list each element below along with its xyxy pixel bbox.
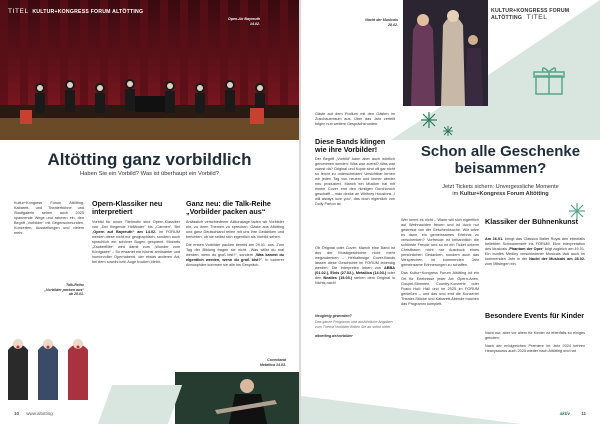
classics-heading: Klassiker der Bühnenkunst xyxy=(485,217,579,226)
header-text: KULTUR+KONGRESS FORUM ALTÖTTING xyxy=(491,8,570,21)
opera-text xyxy=(92,220,180,265)
header-label: TITEL xyxy=(8,8,29,15)
text-bold: Opern auf Bayreuth“ am 14.02. xyxy=(93,230,157,235)
title-line: beisammen? xyxy=(454,160,547,177)
right-article-subtitle xyxy=(401,184,600,198)
text-bold: Phantom der Oper xyxy=(509,247,543,252)
middle-text-c xyxy=(315,246,395,286)
right-article-title xyxy=(401,143,600,177)
musical-image xyxy=(403,0,488,106)
text-run: stehen dem Original in Nichts nach! xyxy=(315,276,395,286)
text-run: Das Kultur+Kongress Forum Altötting ist ein Ort für Erlebnisse jeder Art: Opern-Arien, Gospel-Stimmen, Country-Konzerte oder Postn Hull: Hall und im 2025 im FORUM genießen – und das und erst die Konzerte! Theater-Stücke und Kabarett-Abende machen das Programm komplett. xyxy=(401,271,479,306)
header-text: KULTUR+KONGRESS FORUM ALTÖTTING xyxy=(32,9,144,15)
left-page xyxy=(0,0,299,424)
text-run: oder den xyxy=(315,271,395,281)
curious-heading: Neugierig geworden? xyxy=(315,314,352,318)
caption-line: Open-Air Bayreuth xyxy=(228,17,260,21)
left-bottom-band xyxy=(98,385,182,424)
talk-text xyxy=(186,220,284,268)
talk-series-caption xyxy=(14,283,84,297)
coverband-caption xyxy=(220,358,286,367)
text-bold: Nacht der Musicals am 28.02. xyxy=(529,257,585,262)
text-run: “ folgt zugleich am 19.01. Ein buntes Medley verschiedener Musicals lädt auch im kommenden Jahr in der xyxy=(485,247,585,262)
page-number-right xyxy=(560,411,586,416)
caption-line: Metallica 14.03. xyxy=(259,362,286,367)
kids-heading: Besondere Events für Kinder xyxy=(485,311,585,320)
curious-text: Das ganze Programm und ausführliche Angaben zum Thema Vorbilder finden Sie ab sofort unter: xyxy=(315,320,393,329)
talk-text-b xyxy=(186,243,284,268)
snowflake-icon xyxy=(421,112,437,128)
title-line: Schon alle Geschenke xyxy=(420,143,581,160)
gift-text xyxy=(401,218,479,307)
right-page xyxy=(301,0,600,424)
gift-icon xyxy=(533,66,565,96)
left-intro-text: Kultur+Kongress Forum Altötting, Kabarett- und Theaterbühne und Stadtgalerie sehen auch 2025 spannende Wege und rahmen ein, den Begriff „Vorbilder“ mit Gegenschmunden, Konzerten, Ausstellungen und vielem mehr. xyxy=(14,201,84,236)
page-number: 11 xyxy=(581,411,586,416)
middle-text-a: Gäste auf dem Podium mit den Gästen im Zuschauerraum aus. Über das Jahr verteilt folgen nun weitere Gesprächsrunden. xyxy=(315,112,395,127)
caption-line: 14.02. xyxy=(250,21,260,26)
site-url: www.altotting xyxy=(26,411,53,416)
text-bold: Was kannst du eigentlich werden, wenn du groß bist? xyxy=(186,253,284,263)
text-bold: Kultur+Kongress Forum Altötting xyxy=(459,191,549,197)
text-run: bringt das Classico Ballet Royal den ebenfalls beliebten Schwanensee ins FORUM. Eine Interpretation des Musicals „ xyxy=(485,237,586,252)
text-run: im FORUM werden diese nicht nur geographisch, sondern auch sprachlich ein schöner Bogen gespannt. Mozarts „Zauberflöte“ wird damit zum „Wunder vom Königssee“ – So erwartet ein höchst amüsanter und humorvoller Opernabend, der etwas anderen Art, bei dem sowohl kein Auge trocken bleibt. xyxy=(92,230,180,265)
text-run: zum Mitsingen ein. xyxy=(485,262,517,267)
text-bold: Beatles (15.03.) xyxy=(323,276,353,281)
page-number-left xyxy=(14,411,53,416)
kids-text xyxy=(485,331,585,354)
opera-heading: Opern-Klassiker neu interpretiert xyxy=(92,199,163,216)
text-run: im xyxy=(452,191,460,197)
caption-line: Coverband xyxy=(267,358,286,362)
costume-image xyxy=(0,330,105,410)
text-run: Nach der erfolgreichen Premiere im Jahr 2024 kehren Heavysaurus auch 2025 wieder nach Altötting und hat xyxy=(485,344,585,354)
right-bottom-band xyxy=(301,396,521,424)
left-article-subtitle: Haben Sie ein Vorbild? Was ist überhaupt ein Vorbild? xyxy=(80,171,219,177)
text-run: Nicht nur, aber vor allem für Kinder ist ebenfalls so einiges geboten: xyxy=(485,331,585,341)
subtitle-line: Jetzt Tickets sichern: Unvergessliche Momente xyxy=(442,184,559,190)
talk-heading: Ganz neu: die Talk-Reihe „Vorbilder packen aus“ xyxy=(186,199,271,216)
caption-line: Talk-Reihe xyxy=(65,283,84,287)
text-bold: ABBA (01.02.), Elvis (27.02.), Metallica (14.03.) xyxy=(315,266,395,276)
concert-image xyxy=(175,372,299,424)
program-link[interactable]: altoetting.de/vorbilder xyxy=(315,334,353,338)
middle-text-b: Der Begriff „Vorbild“ kann aber auch wörtlich genommen werden: Was war zuerst? Was war zuerst da? Original und Kopie sind oft gar nicht so leicht zu unterscheiden! Unsichtbar lernen wir jeden Tag von neuem und immer wieder neu produziert. Manch ein Musiker hat mit einem Cover erst den richtigen Durchbruch geschafft – man denke an Whitney Houstons „I will always love you“, das doch eigentlich von Dolly Parton ist. xyxy=(315,157,395,207)
costume-illustration xyxy=(0,330,105,410)
text-run: Ob Original oder Cover: Manch eine Band ist aus der Musikgeschichte nicht mehr wegzudenken – Herhaltesige Cover-Bands lassen diese Geschichte im FORUM lebendig werden: Die Interpreten leben von xyxy=(315,246,395,271)
subtitle-line xyxy=(401,191,600,198)
text-run: Wer kennt es nicht – Wann will sich eigentlich auf Weihnachten freuen und ist doch nur gestresst von der Geschenksuche. Wie wäre es dann, ein gemeinsames Erlebnis zu verschenken? Vorfreude ist bekanntlich die schönste Freude und so ist ein Ticket unterm Christbaum nicht nur Ausdruck eines persönlichen Gedanken, sondern auch das Versprechen, im kommenden Jahr gemeinsame Erinnerungen zu schaffen. xyxy=(401,218,479,268)
snowflake-icon xyxy=(443,126,453,136)
caption-line: „Vorbilder packen aus“ xyxy=(44,287,84,292)
musical-photo-caption xyxy=(356,18,398,27)
logo: aktiv xyxy=(559,411,570,416)
text-run: Die ersten Vorbilder packen bereits am 29.01. aus. Zum Tag der Bildung fragen sie nicht, „Was willst du mal werden, wenn du groß bist?“, sondern „ xyxy=(186,243,284,258)
text-run: “. In lockerer Atmosphäre kommen sie alle ins Gespräch. xyxy=(186,258,284,268)
caption-line: Nacht der Musicals xyxy=(365,18,398,22)
page-number: 10 xyxy=(14,411,20,416)
left-article-title: Altötting ganz vorbildlich xyxy=(47,150,252,169)
header-label: TITEL xyxy=(526,14,548,21)
classics-text xyxy=(485,237,585,267)
text-bold: Am 16.01. xyxy=(485,237,504,241)
concert-photo xyxy=(175,372,299,424)
bands-heading: Diese Bands klingen wie ihre Vorbilder! xyxy=(315,137,386,154)
text-run: Vorbild für unser Titelmotiv sind Opern-Klassiker von „Der fliegende Holländer“ bis „Carmen“. Bei „ xyxy=(92,220,180,235)
left-header xyxy=(8,8,143,15)
caption-line: 28.02. xyxy=(388,22,398,27)
text-run: Anlässlich verschiedener Aktionstage laden wir Vorbilder ein, zu ihren Themen zu sprechen. Gäste aus Altötting und ganz Deutschland teilen mit uns ihre Gedanken und berichten, ob sie selbst sich eigentlich als Vorbild sehen. xyxy=(186,220,284,240)
caption-line: ab 29.01. xyxy=(68,292,84,297)
musical-photo xyxy=(403,0,488,106)
right-header xyxy=(491,8,600,21)
stage-photo-caption xyxy=(210,17,260,26)
